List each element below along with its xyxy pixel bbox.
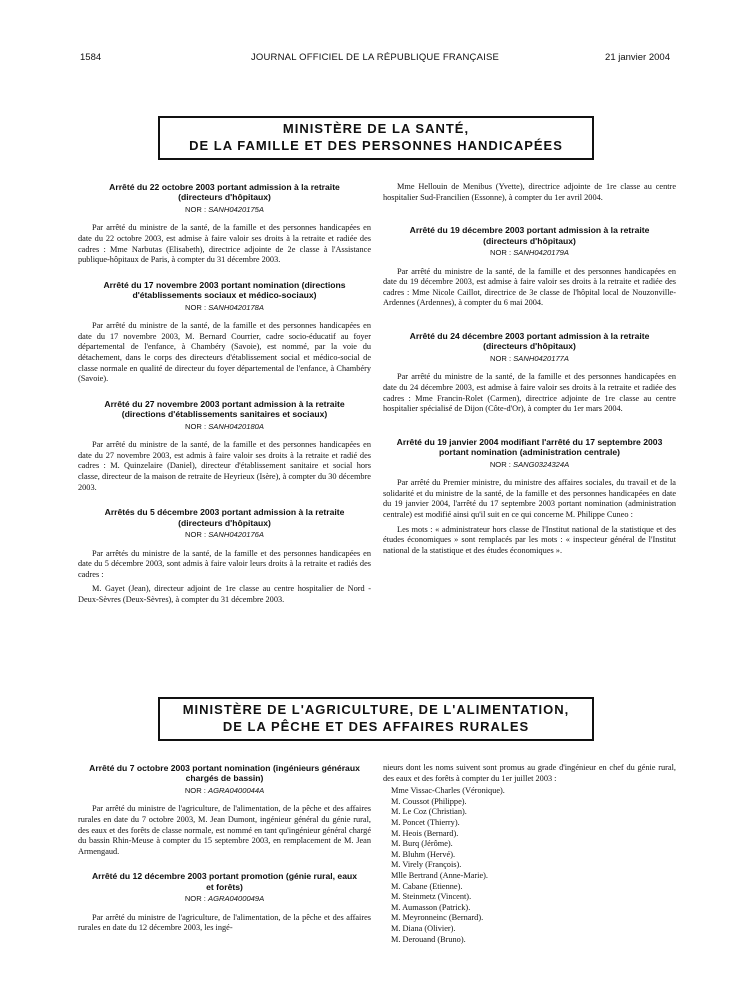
- nor-label: NOR :: [185, 302, 209, 312]
- nor-code: SANG0324324A: [513, 459, 570, 469]
- article-title: Arrêté du 27 novembre 2003 portant admission à la retraite (directions d'établissements sanitaires et sociaux): [104, 398, 345, 420]
- issue-date: 21 janvier 2004: [605, 52, 670, 63]
- nor-label: NOR :: [489, 459, 514, 469]
- name-list-item: M. Coussot (Philippe).: [391, 796, 467, 806]
- section1-left-column: [78, 182, 371, 610]
- article-text: Par arrêtés du ministre de la santé, de la famille et des personnes handicapées en date du 5 décembre 2003, sont admis à faire valoir leurs droits à la retraite et radiés des cadres :: [78, 548, 371, 579]
- journal-title: JOURNAL OFFICIEL DE LA RÉPUBLIQUE FRANÇAISE: [250, 52, 500, 63]
- article-text: Par arrêté du ministre de l'agriculture, de l'alimentation, de la pêche et des affaires rurales en date du 7 octobre 2003, M. Jean Dumont, ingénieur général du génie rural, des eaux et des forêts de classe normale, est nommé en tant qu'ingénieur général chargé du bassin Rhin-Meuse à compter du 15 septembre 2003, en remplacement de M. Jean Armengaud.: [78, 804, 371, 856]
- ministry-line-1: MINISTÈRE DE LA SANTÉ,: [282, 121, 470, 136]
- promoted-names-list: [391, 786, 676, 945]
- section2-left-column: [78, 763, 371, 938]
- article-title: Arrêté du 12 décembre 2003 portant promotion (génie rural, eaux et forêts): [91, 871, 358, 892]
- nor-reference: [78, 530, 371, 541]
- name-list-item: M. Aumasson (Patrick).: [391, 902, 471, 912]
- article-text: Par arrêté du ministre de l'agriculture, de l'alimentation, de la pêche et des affaires rurales en date du 12 décembre 2003, les ingé-: [78, 912, 371, 933]
- nor-reference: [78, 894, 371, 905]
- article-text: Par arrêté du ministre de la santé, de la famille et des personnes handicapées en date du 19 décembre 2003, est admise à faire valoir ses droits à la retraite et radiée des cadres : Mme Nicole Caillot, directrice de 3e classe de l'hôpital local de Nouzonville-Ardennes (Ardennes), à compter du 6 mai 2004.: [383, 266, 676, 308]
- article-title: Arrêté du 19 décembre 2003 portant admission à la retraite (directeurs d'hôpitaux): [409, 225, 650, 246]
- name-list-item: M. Le Coz (Christian).: [391, 807, 467, 817]
- name-list-item: M. Poncet (Thierry).: [391, 817, 460, 827]
- nor-reference: [383, 248, 676, 259]
- article-text: Par arrêté du ministre de la santé, de la famille et des personnes handicapées en date du 22 octobre 2003, est admise à faire valoir ses droits à la retraite et radiée des cadres : Mme Narbutas (Elisabeth), directrice adjointe de 2e classe à l'Assistance publique-hôpitaux de Paris, à compter du 31 décembre 2003.: [78, 223, 371, 265]
- section1-right-column: [383, 182, 676, 560]
- nor-label: NOR :: [184, 894, 209, 904]
- name-list-item: M. Meyronneinc (Bernard).: [391, 913, 484, 923]
- name-list-item: M. Bluhm (Hervé).: [391, 849, 456, 859]
- page-header: [80, 52, 670, 63]
- section2-right-column: [383, 763, 676, 945]
- article-title: Arrêté du 7 octobre 2003 portant nomination (ingénieurs généraux chargés de bassin): [89, 763, 360, 784]
- nor-code: SANH0420179A: [513, 248, 569, 257]
- nor-label: NOR :: [490, 353, 514, 363]
- nor-code: SANH0420178A: [208, 302, 264, 312]
- nor-label: NOR :: [184, 785, 209, 795]
- ministry-line-2: DE LA FAMILLE ET DES PERSONNES HANDICAPÉES: [189, 138, 563, 153]
- name-list-item: M. Derouand (Bruno).: [391, 934, 466, 944]
- name-list-item: M. Steinmetz (Vincent).: [391, 892, 472, 902]
- article-title: Arrêté du 24 décembre 2003 portant admission à la retraite (directeurs d'hôpitaux): [409, 330, 650, 352]
- nor-reference: [383, 460, 676, 471]
- name-list-item: M. Burq (Jérôme).: [391, 839, 453, 849]
- nor-code: SANH0420180A: [208, 421, 264, 431]
- article-text: Par arrêté du Premier ministre, du ministre des affaires sociales, du travail et de la solidarité et du ministre de la santé, de la famille et des personnes handicapées en date du 19 janvier 2004, l'arrêté du 17 septembre 2003 portant nomination (administration centrale) est modifié ainsi qu'il suit en ce qui concerne M. Philippe Cuneo :: [383, 478, 676, 519]
- nor-label: NOR :: [490, 248, 514, 257]
- nor-label: NOR :: [185, 421, 209, 431]
- name-list-item: Mme Vissac-Charles (Véronique).: [391, 786, 505, 796]
- article-text: M. Gayet (Jean), directeur adjoint de 1re classe au centre hospitalier de Nord - Deux-Sèvres (Deux-Sèvres), à compter du 31 décembre 2003.: [78, 584, 371, 604]
- name-list-item: M. Virely (François).: [391, 860, 462, 870]
- nor-reference: [78, 205, 371, 216]
- nor-reference: [78, 303, 371, 314]
- article-text: Les mots : « administrateur hors classe de l'Institut national de la statistique et des études économiques » sont remplacés par les mots : « inspecteur général de l'Institut national de la statistique et des études économiques ».: [383, 524, 676, 555]
- name-list-item: Mlle Bertrand (Anne-Marie).: [391, 870, 488, 880]
- nor-code: SANH0420177A: [513, 353, 569, 363]
- nor-code: AGRA0400044A: [208, 785, 265, 795]
- ministry-line-1: MINISTÈRE DE L'AGRICULTURE, DE L'ALIMENTATION,: [182, 702, 570, 717]
- article-title: Arrêtés du 5 décembre 2003 portant admission à la retraite (directeurs d'hôpitaux): [104, 507, 345, 528]
- nor-code: SANH0420175A: [208, 204, 264, 214]
- name-list-item: M. Cabane (Etienne).: [391, 881, 463, 891]
- nor-code: AGRA0400049A: [208, 894, 265, 904]
- article-text: nieurs dont les noms suivent sont promus au grade d'ingénieur en chef du génie rural, des eaux et des forêts à compter du 1er juillet 2003 :: [383, 763, 676, 783]
- article-text: Mme Hellouin de Menibus (Yvette), directrice adjointe de 1re classe au centre hospitalier Sud-Francilien (Essonne), à compter du 1er avril 2004.: [383, 182, 676, 202]
- nor-reference: [383, 354, 676, 365]
- nor-code: SANH0420176A: [208, 529, 264, 539]
- nor-label: NOR :: [185, 204, 209, 214]
- article-title: Arrêté du 22 octobre 2003 portant admission à la retraite (directeurs d'hôpitaux): [109, 182, 340, 203]
- nor-label: NOR :: [185, 529, 209, 539]
- article-text: Par arrêté du ministre de la santé, de la famille et des personnes handicapées en date du 27 novembre 2003, est admis à faire valoir ses droits à la retraite et radié des cadres : M. Quinzelaire (Daniel), directeur d'établissement sanitaire et social hors classe, directeur de la maison de retraite de Heyrieux (Isère), à compter du 30 décembre 2003.: [78, 440, 371, 492]
- ministry-banner-health: [158, 116, 594, 160]
- article-text: Par arrêté du ministre de la santé, de la famille et des personnes handicapées en date du 17 novembre 2003, M. Bernard Courrier, cadre socio-éducatif au foyer départemental de l'enfance, à Chambéry (Savoie), est nommé, par la voie du détachement, dans le corps des directeurs d'établissement social et médico-social de classe normale en qualité de directeur du foyer départemental de l'enfance, à Chambéry (Savoie).: [78, 321, 371, 384]
- name-list-item: M. Diana (Olivier).: [391, 923, 456, 933]
- article-text: Par arrêté du ministre de la santé, de la famille et des personnes handicapées en date du 24 décembre 2003, est admise à faire valoir ses droits à la retraite et radiée des cadres : Mme Francin-Rolet (Carmen), directrice adjointe de 1re classe au centre hospitalier spécialisé de Dijon (Côte-d'Or), à compter du 1er mars 2004.: [383, 372, 676, 414]
- nor-reference: [78, 786, 371, 797]
- name-list-item: M. Heois (Bernard).: [391, 828, 459, 838]
- ministry-banner-agriculture: [158, 697, 594, 741]
- page-number: 1584: [80, 52, 102, 63]
- article-title: Arrêté du 17 novembre 2003 portant nomination (directions d'établissements sociaux et médico-sociaux): [103, 279, 346, 301]
- nor-reference: [78, 422, 371, 433]
- ministry-line-2: DE LA PÊCHE ET DES AFFAIRES RURALES: [222, 719, 530, 734]
- article-title: Arrêté du 19 janvier 2004 modifiant l'arrêté du 17 septembre 2003 portant nomination (administration centrale): [396, 436, 663, 458]
